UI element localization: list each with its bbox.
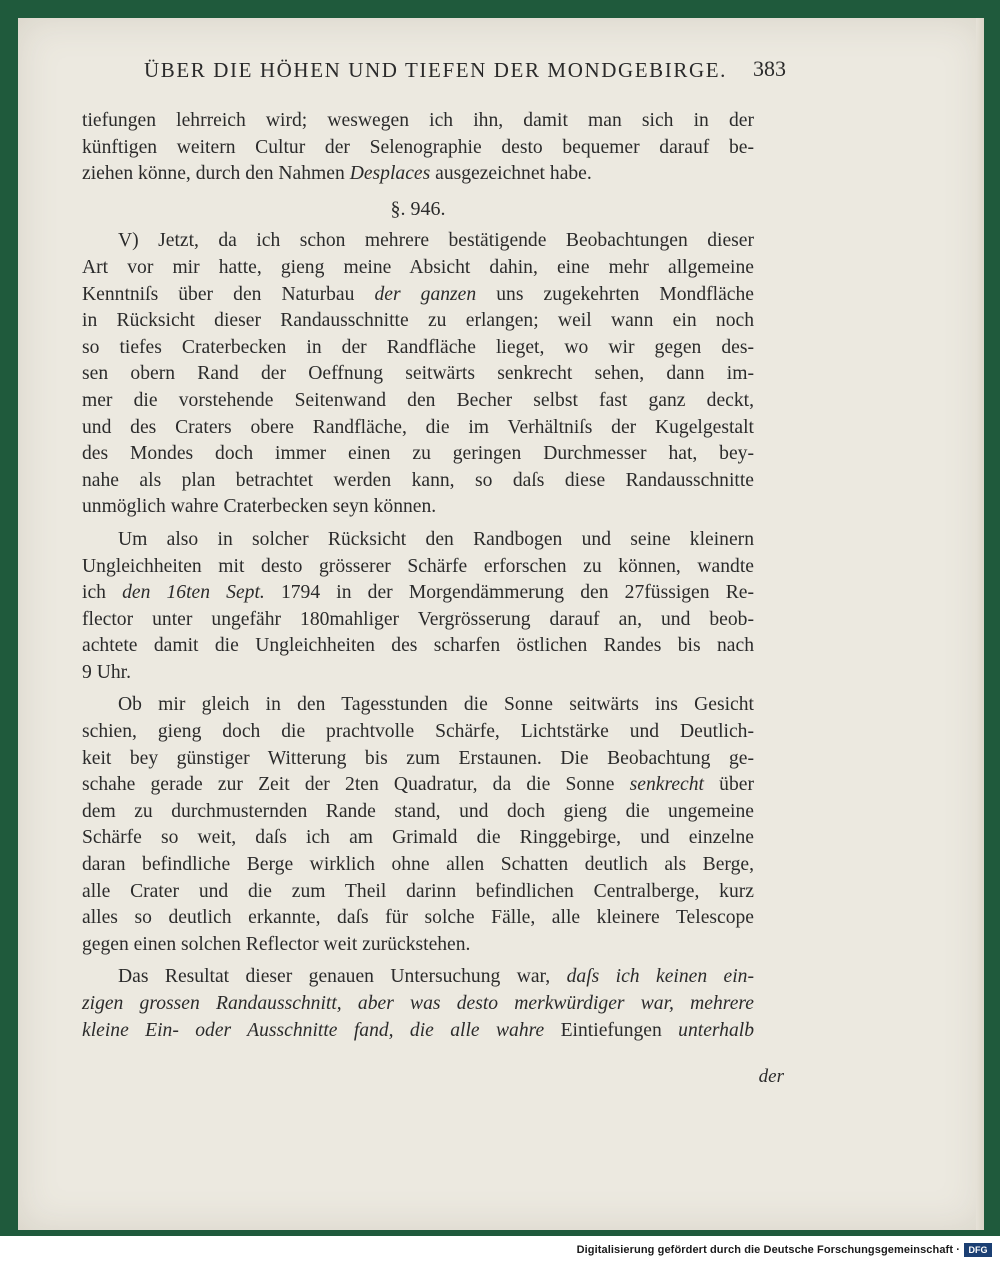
text-run: ziehen könne, durch den Nahmen bbox=[82, 163, 350, 185]
footer-bar bbox=[0, 1236, 1000, 1268]
text-line bbox=[82, 161, 754, 188]
text-line: 9 Uhr. bbox=[82, 661, 131, 683]
text-run: über bbox=[703, 774, 754, 796]
text-line bbox=[82, 772, 754, 799]
dfg-logo-icon: DFG bbox=[964, 1243, 992, 1257]
text-run: 1794 in der Morgendämmerung den 27füssigen Re- bbox=[264, 582, 754, 604]
text-line: achtete damit die Ungleichheiten des scharfen östlichen Randes bis nach bbox=[82, 635, 754, 657]
text-line: nahe als plan betrachtet werden kann, so daſs diese Randausschnitte bbox=[82, 469, 754, 491]
page-number: 383 bbox=[753, 56, 786, 81]
paragraph bbox=[82, 964, 754, 1044]
text-line bbox=[82, 1018, 754, 1045]
paragraph bbox=[82, 108, 754, 188]
text-line: Schärfe so weit, daſs ich am Grimald die Ringgebirge, und einzelne bbox=[82, 827, 754, 849]
text-line: dem zu durchmusternden Rande stand, und doch gieng die ungemeine bbox=[82, 800, 754, 822]
text-line: V) Jetzt, da ich schon mehrere bestätigende Beobachtungen dieser bbox=[118, 230, 754, 252]
text-run: ich bbox=[82, 582, 123, 604]
text-line: flector unter ungefähr 180mahliger Vergrösserung darauf an, und beob- bbox=[82, 608, 754, 630]
text-line: alles so deutlich erkannte, daſs für solche Fälle, alle kleinere Telescope bbox=[82, 907, 754, 929]
italic-run: kleine Ein- oder Ausschnitte fand, die alle wahre bbox=[82, 1019, 545, 1041]
text-line: schien, gieng doch die prachtvolle Schärfe, Lichtstärke und Deutlich- bbox=[82, 721, 754, 743]
text-line: unmöglich wahre Craterbecken seyn können. bbox=[82, 496, 437, 518]
italic-run: der ganzen bbox=[374, 283, 477, 305]
text-line: daran befindliche Berge wirklich ohne allen Schatten deutlich als Berge, bbox=[82, 854, 754, 876]
text-line: alle Crater und die zum Theil darinn befindlichen Centralberge, kurz bbox=[82, 880, 754, 902]
text-run: ausgezeichnet habe. bbox=[430, 163, 592, 185]
catchword: der bbox=[758, 1066, 784, 1087]
text-line bbox=[82, 282, 754, 309]
text-line: künftigen weitern Cultur der Selenographie desto bequemer darauf be- bbox=[82, 136, 754, 158]
text-line: mer die vorstehende Seitenwand den Becher selbst fast ganz deckt, bbox=[82, 389, 754, 411]
text-line: so tiefes Craterbecken in der Randfläche lieget, wo wir gegen des- bbox=[82, 336, 754, 358]
text-line: zigen grossen Randausschnitt, aber was desto merkwürdiger war, mehrere bbox=[82, 993, 754, 1014]
text-line: Ungleichheiten mit desto grösserer Schärfe erforschen zu können, wandte bbox=[82, 555, 754, 577]
italic-run: unterhalb bbox=[678, 1019, 754, 1041]
running-head: ÜBER DIE HÖHEN UND TIEFEN DER MONDGEBIRGE. bbox=[144, 58, 728, 82]
italic-run: senkrecht bbox=[629, 774, 704, 796]
text-line: Art vor mir hatte, gieng meine Absicht dahin, eine mehr allgemeine bbox=[82, 256, 754, 278]
text-line: des Mondes doch immer einen zu geringen Durchmesser hat, bey- bbox=[82, 443, 754, 465]
text-run: uns zugekehrten Mondfläche bbox=[476, 283, 754, 305]
body-text bbox=[82, 108, 754, 1044]
italic-run: den 16ten Sept. bbox=[122, 582, 265, 604]
text-line bbox=[82, 964, 754, 991]
text-line: in Rücksicht dieser Randausschnitte zu erlangen; weil wann ein noch bbox=[82, 310, 754, 332]
text-line: sen obern Rand der Oeffnung seitwärts senkrecht sehen, dann im- bbox=[82, 363, 754, 385]
text-line: tiefungen lehrreich wird; weswegen ich ihn, damit man sich in der bbox=[82, 110, 754, 131]
text-line bbox=[82, 580, 754, 607]
funding-credit: Digitalisierung gefördert durch die Deutsche Forschungsgemeinschaft · bbox=[576, 1244, 960, 1256]
paragraph bbox=[82, 228, 754, 521]
text-line: gegen einen solchen Reflector weit zurückstehen. bbox=[82, 933, 471, 955]
text-run: schahe gerade zur Zeit der 2ten Quadratur, da die Sonne bbox=[82, 774, 630, 796]
text-line: und des Craters obere Randfläche, die im Verhältniſs der Kugelgestalt bbox=[82, 416, 754, 438]
text-run: Kenntniſs über den Naturbau bbox=[82, 283, 375, 305]
text-line: Um also in solcher Rücksicht den Randbogen und seine kleinern bbox=[118, 528, 754, 550]
section-number: §. 946. bbox=[390, 197, 446, 220]
text-run: Das Resultat dieser genauen Untersuchung war, bbox=[118, 966, 567, 988]
paragraph bbox=[82, 692, 754, 958]
page-header bbox=[130, 50, 786, 90]
paragraph bbox=[82, 527, 754, 687]
page-edge bbox=[976, 18, 984, 1230]
text-line: Ob mir gleich in den Tagesstunden die Sonne seitwärts ins Gesicht bbox=[118, 694, 754, 716]
italic-run: Desplaces bbox=[349, 163, 431, 185]
text-run: Eintiefungen bbox=[544, 1019, 679, 1041]
text-line: keit bey günstiger Witterung bis zum Erstaunen. Die Beobachtung ge- bbox=[82, 747, 754, 769]
italic-run: daſs ich keinen ein- bbox=[566, 966, 754, 988]
